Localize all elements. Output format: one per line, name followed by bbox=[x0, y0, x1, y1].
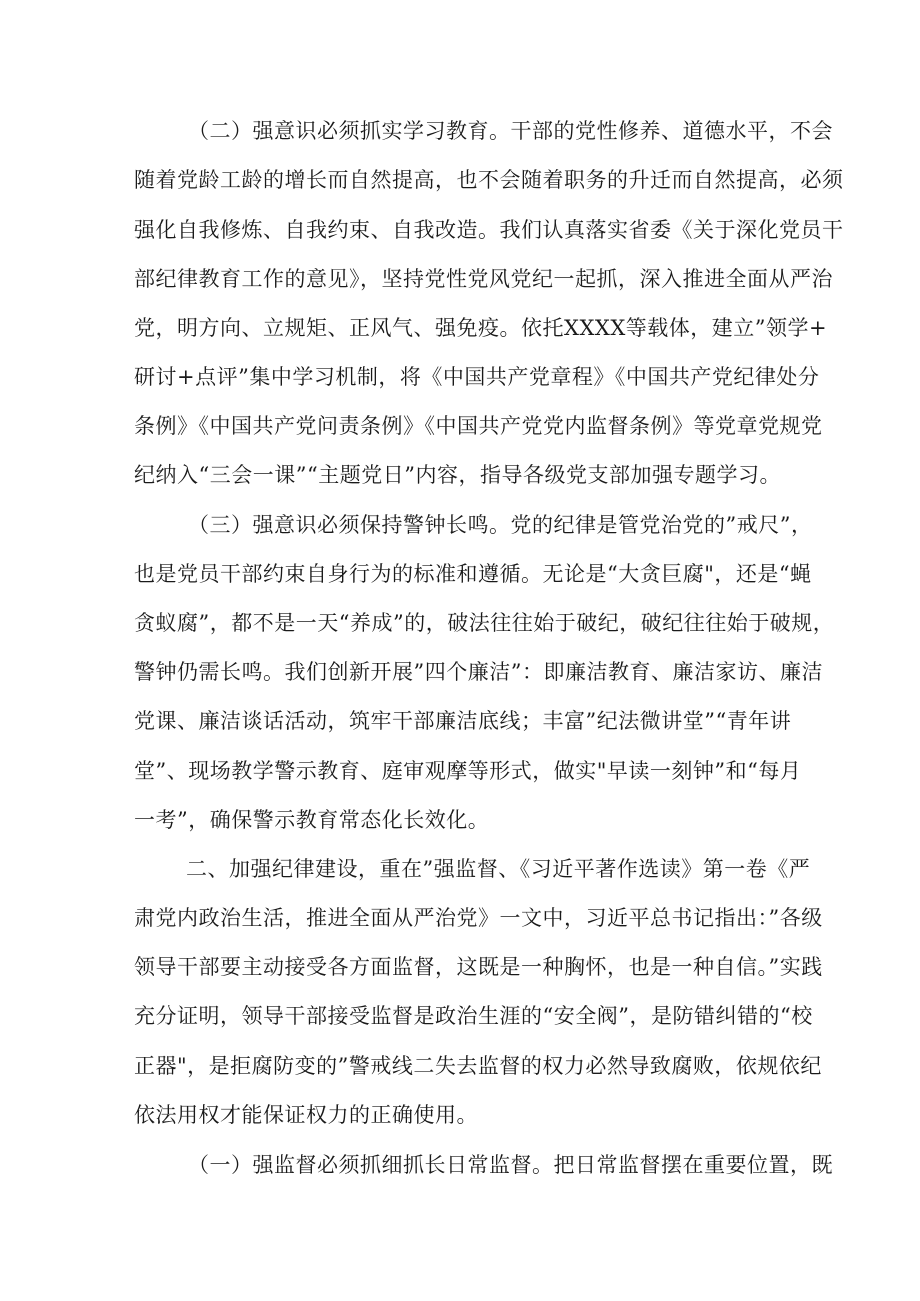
paragraph-line: 肃党内政治生活，推进全面从严治党》一文中，习近平总书记指出：”各级 bbox=[134, 906, 823, 930]
paragraph-line: 堂”、现场教学警示教育、庭审观摩等形式，做实"早读一刻钟”和“每月 bbox=[134, 759, 802, 783]
paragraph-line: （一）强监督必须抓细抓长日常监督。把日常监督摆在重要位置，既 bbox=[188, 1153, 833, 1177]
paragraph-line: 强化自我修炼、自我约束、自我改造。我们认真落实省委《关于深化党员干 bbox=[134, 218, 844, 242]
paragraph-line: 随着党龄工龄的增长而自然提高，也不会随着职务的升迁而自然提高，必须 bbox=[134, 168, 844, 192]
paragraph-line: （三）强意识必须保持警钟长鸣。党的纪律是管党治党的”戒尺”， bbox=[188, 513, 813, 537]
paragraph-line: 充分证明，领导干部接受监督是政治生涯的“安全阀”，是防错纠错的“校 bbox=[134, 1004, 813, 1028]
paragraph-line: （二）强意识必须抓实学习教育。干部的党性修养、道德水平，不会 bbox=[188, 119, 833, 143]
paragraph-line: 一考”，确保警示教育常态化长效化。 bbox=[134, 808, 490, 832]
paragraph-line: 部纪律教育工作的意见》，坚持党性党风党纪一起抓，深入推进全面从严治 bbox=[134, 267, 833, 291]
paragraph-line: 党，明方向、立规矩、正风气、强免疫。依托XXXX等载体，建立”领学+ bbox=[134, 316, 828, 340]
paragraph-line: 二、加强纪律建设，重在”强监督、《习近平著作选读》第一卷《严 bbox=[186, 857, 811, 881]
paragraph-line: 纪纳入“三会一课”“主题党日”内容，指导各级党支部加强专题学习。 bbox=[134, 463, 781, 487]
paragraph-line: 正器"，是拒腐防变的”警戒线二失去监督的权力必然导致腐败，依规依纪 bbox=[134, 1054, 822, 1078]
paragraph-line: 也是党员干部约束自身行为的标准和遵循。无论是“大贪巨腐"，还是“蝇 bbox=[134, 562, 812, 586]
paragraph-line: 研讨+点评”集中学习机制，将《中国共产党章程》《中国共产党纪律处分 bbox=[134, 365, 820, 389]
paragraph-line: 领导干部要主动接受各方面监督，这既是一种胸怀，也是一种自信。”实践 bbox=[134, 955, 823, 979]
paragraph-line: 条例》《中国共产党问责条例》《中国共产党党内监督条例》等党章党规党 bbox=[134, 414, 823, 438]
paragraph-line: 依法用权才能保证权力的正确使用。 bbox=[134, 1103, 478, 1127]
paragraph-line: 贪蚁腐”，都不是一天“养成”的，破法往往始于破纪，破纪往往始于破规， bbox=[134, 611, 835, 635]
paragraph-line: 党课、廉洁谈话活动，筑牢干部廉洁底线；丰富”纪法微讲堂”“青年讲 bbox=[134, 709, 792, 733]
paragraph-line: 警钟仍需长鸣。我们创新开展”四个廉洁”：即廉洁教育、廉洁家访、廉洁 bbox=[134, 660, 823, 684]
